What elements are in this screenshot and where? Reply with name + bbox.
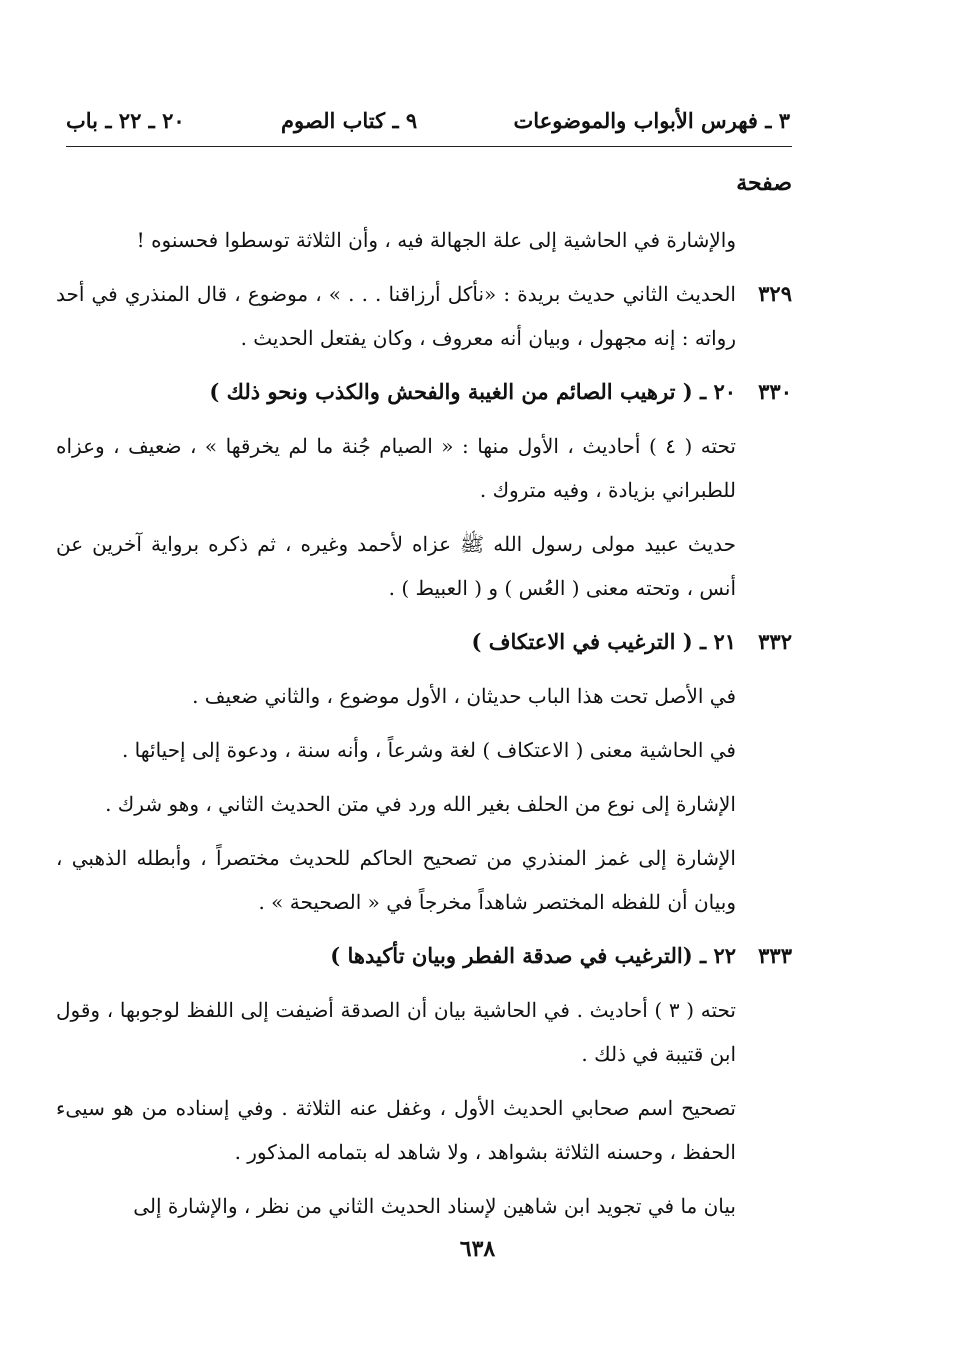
entry-page-number: ٣٢٩	[758, 281, 792, 306]
entry-text: في الأصل تحت هذا الباب حديثان ، الأول موضوع ، والثاني ضعيف .	[192, 684, 736, 708]
index-entry	[56, 424, 792, 512]
index-entry	[56, 836, 792, 924]
index-entry	[56, 782, 792, 826]
entry-text: والإشارة في الحاشية إلى علة الجهالة فيه ، وأن الثلاثة توسطوا فحسنوه !	[136, 228, 736, 252]
entry-text: بيان ما في تجويد ابن شاهين لإسناد الحديث الثاني من نظر ، والإشارة إلى	[133, 1194, 736, 1218]
entry-text: تحته ( ٤ ) أحاديث ، الأول منها : « الصيام جُنة ما لم يخرقها » ، ضعيف ، وعزاه للطبراني بزيادة ، وفيه متروك .	[56, 434, 736, 502]
index-entry	[56, 370, 792, 414]
index-entry	[56, 272, 792, 360]
chapter-heading: ٢٢ ـ (الترغيب في صدقة الفطر وبيان تأكيدها )	[330, 943, 736, 968]
index-entry	[56, 728, 792, 772]
entry-page-number: ٣٣٣	[758, 943, 792, 968]
entry-text: في الحاشية معنى ( الاعتكاف ) لغة وشرعاً ، وأنه سنة ، ودعوة إلى إحيائها .	[121, 738, 736, 762]
index-entry	[56, 1184, 792, 1228]
index-entry	[56, 620, 792, 664]
page-column-label: صفحة	[736, 170, 792, 196]
index-entry	[56, 522, 792, 610]
header-chapter-range: ٢٠ ـ ٢٢ ـ باب	[66, 107, 185, 133]
entry-text: الإشارة إلى نوع من الحلف بغير الله ورد في متن الحديث الثاني ، وهو شرك .	[105, 792, 736, 816]
entry-text: تصحيح اسم صحابي الحديث الأول ، وغفل عنه الثلاثة . وفي إسناده من هو سيىء الحفظ ، وحسنه الثلاثة بشواهد ، ولا شاهد له بتمامه المذكور .	[56, 1096, 736, 1164]
page-number: ٦٣٨	[459, 1236, 496, 1262]
index-entries	[56, 218, 792, 1238]
header-section-title: ٣ ـ فهرس الأبواب والموضوعات	[513, 107, 790, 133]
chapter-heading: ٢١ ـ ( الترغيب في الاعتكاف )	[471, 629, 736, 654]
entry-text: حديث عبيد مولى رسول الله ﷺ عزاه لأحمد وغيره ، ثم ذكره برواية آخرين عن أنس ، وتحته معنى ( العُس ) و ( العبيط ) .	[56, 532, 736, 600]
index-entry	[56, 1086, 792, 1174]
entry-page-number: ٣٣٠	[758, 379, 792, 404]
entry-page-number: ٣٣٢	[758, 629, 792, 654]
index-entry	[56, 218, 792, 262]
entry-text: تحته ( ٣ ) أحاديث . في الحاشية بيان أن الصدقة أضيفت إلى اللفظ لوجوبها ، وقول ابن قتيبة في ذلك .	[56, 998, 736, 1066]
running-header	[66, 98, 790, 142]
index-entry	[56, 674, 792, 718]
entry-text: الحديث الثاني حديث بريدة : «نأكل أرزاقنا . . . » ، موضوع ، قال المنذري في أحد رواته : إنه مجهول ، وبيان أنه معروف ، وكان يفتعل الحديث .	[56, 282, 736, 350]
entry-text: الإشارة إلى غمز المنذري من تصحيح الحاكم للحديث مختصراً ، وأبطله الذهبي ، وبيان أن للفظه المختصر شاهداً مخرجاً في « الصحيحة » .	[56, 846, 736, 914]
index-entry	[56, 934, 792, 978]
index-entry	[56, 988, 792, 1076]
chapter-heading: ٢٠ ـ ( ترهيب الصائم من الغيبة والفحش والكذب ونحو ذلك )	[209, 379, 736, 404]
header-divider	[66, 146, 792, 147]
header-book-title: ٩ ـ كتاب الصوم	[281, 107, 418, 133]
